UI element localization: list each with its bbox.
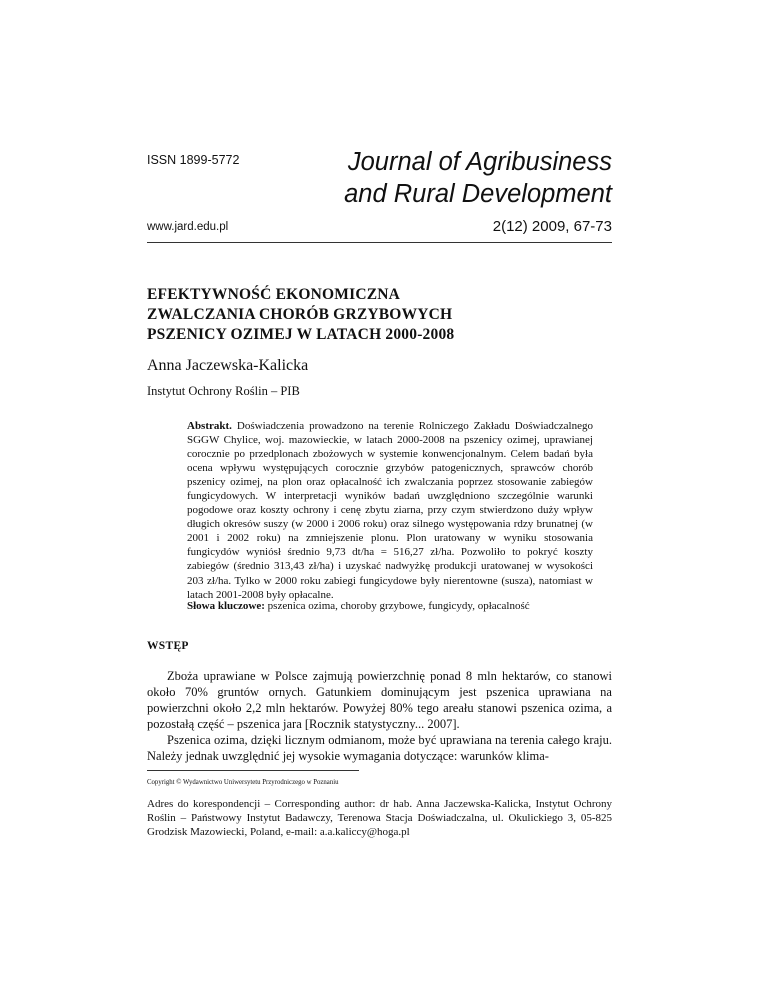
author-name: Anna Jaczewska-Kalicka bbox=[147, 357, 309, 374]
correspondence-address: Adres do korespondencji – Corresponding author: dr hab. Anna Jaczewska-Kalicka, Instytut Ochrony Roślin – Państwowy Instytut Badawczy, Terenowa Stacja Doświadczalna, ul. Okulickiego 3, 05-825 Grodzisk Mazowiecki, Poland, e-mail: a.a.kaliccy@hoga.pl bbox=[147, 798, 612, 839]
journal-title bbox=[344, 146, 612, 210]
article-title-line-3: PSZENICY OZIMEJ W LATACH 2000-2008 bbox=[147, 326, 455, 343]
abstract bbox=[187, 419, 593, 602]
article-title-line-2: ZWALCZANIA CHORÓB GRZYBOWYCH bbox=[147, 306, 453, 323]
article-title-line-1: EFEKTYWNOŚĆ EKONOMICZNA bbox=[147, 286, 401, 303]
abstract-text: Doświadczenia prowadzono na terenie Rolniczego Zakładu Doświadczalnego SGGW Chylice, woj. mazowieckie, w latach 2000-2008 na pszenicy ozimej, uprawianej corocznie po przedplonach zbożowych w systemie konwencjonalnym. Celem badań była ocena wpływu występujących corocznie grzybów patogenicznych, sprawców chorób pszenicy ozimej, na plon oraz opłacalność ich zwalczania poprzez stosowanie zabiegów fungicydowych. W interpretacji wyników badań uwzględniono szczególnie warunki pogodowe oraz koszty ochrony i cenę zbytu ziarna, przy czym stwierdzono duży wpływ długich okresów suszy (w 2000 i 2006 roku) oraz silnego występowania rdzy brunatnej (w 2001 i 2002 roku) na zmniejszenie plonu. Plon uratowany w wyniku stosowania fungicydów wyniósł średnio 9,73 dt/ha = 516,27 zł/ha. Pozwoliło to pokryć koszty zabiegów (średnio 313,43 zł/ha) i uzyskać nadwyżkę produkcji uratowanej w wysokości 203 zł/ha. Tylko w 2000 roku zabiegi fungicydowe były nierentowne (susza), natomiast w latach 2001-2008 były opłacalne. bbox=[187, 420, 593, 601]
keywords-label: Słowa kluczowe: bbox=[187, 600, 265, 612]
body-paragraph-1: Zboża uprawiane w Polsce zajmują powierzchnię ponad 8 mln hektarów, co stanowi około 70% gruntów ornych. Gatunkiem dominującym jest pszenica uprawiana na powierzchni około 2,2 mln hektarów. Powyżej 80% tego areału stanowi pszenica ozima, a pozostałą część – pszenica jara [Rocznik statystyczny... 2007]. bbox=[147, 669, 612, 731]
body-text bbox=[147, 669, 612, 764]
footnote-divider bbox=[147, 770, 359, 771]
keywords-text: pszenica ozima, choroby grzybowe, fungicydy, opłacalność bbox=[267, 600, 530, 612]
article-title bbox=[147, 285, 617, 345]
body-paragraph-2: Pszenica ozima, dzięki licznym odmianom, może być uprawiana na terenia całego kraju. Należy jednak uwzględnić jej wysokie wymagania dotyczące: warunków klima- bbox=[147, 732, 612, 763]
author-affiliation: Instytut Ochrony Roślin – PIB bbox=[147, 384, 300, 398]
journal-website: www.jard.edu.pl bbox=[147, 221, 229, 233]
journal-title-line-1: Journal of Agribusiness bbox=[347, 148, 612, 176]
journal-title-line-2: and Rural Development bbox=[344, 180, 612, 208]
copyright-notice: Copyright © Wydawnictwo Uniwersytetu Przyrodniczego w Poznaniu bbox=[147, 779, 339, 786]
abstract-label: Abstrakt. bbox=[187, 420, 232, 432]
keywords bbox=[187, 599, 593, 613]
issn-number: ISSN 1899-5772 bbox=[147, 153, 240, 167]
header-divider bbox=[147, 242, 612, 243]
issue-pages: 2(12) 2009, 67-73 bbox=[492, 218, 612, 235]
section-heading: WSTĘP bbox=[147, 640, 189, 652]
